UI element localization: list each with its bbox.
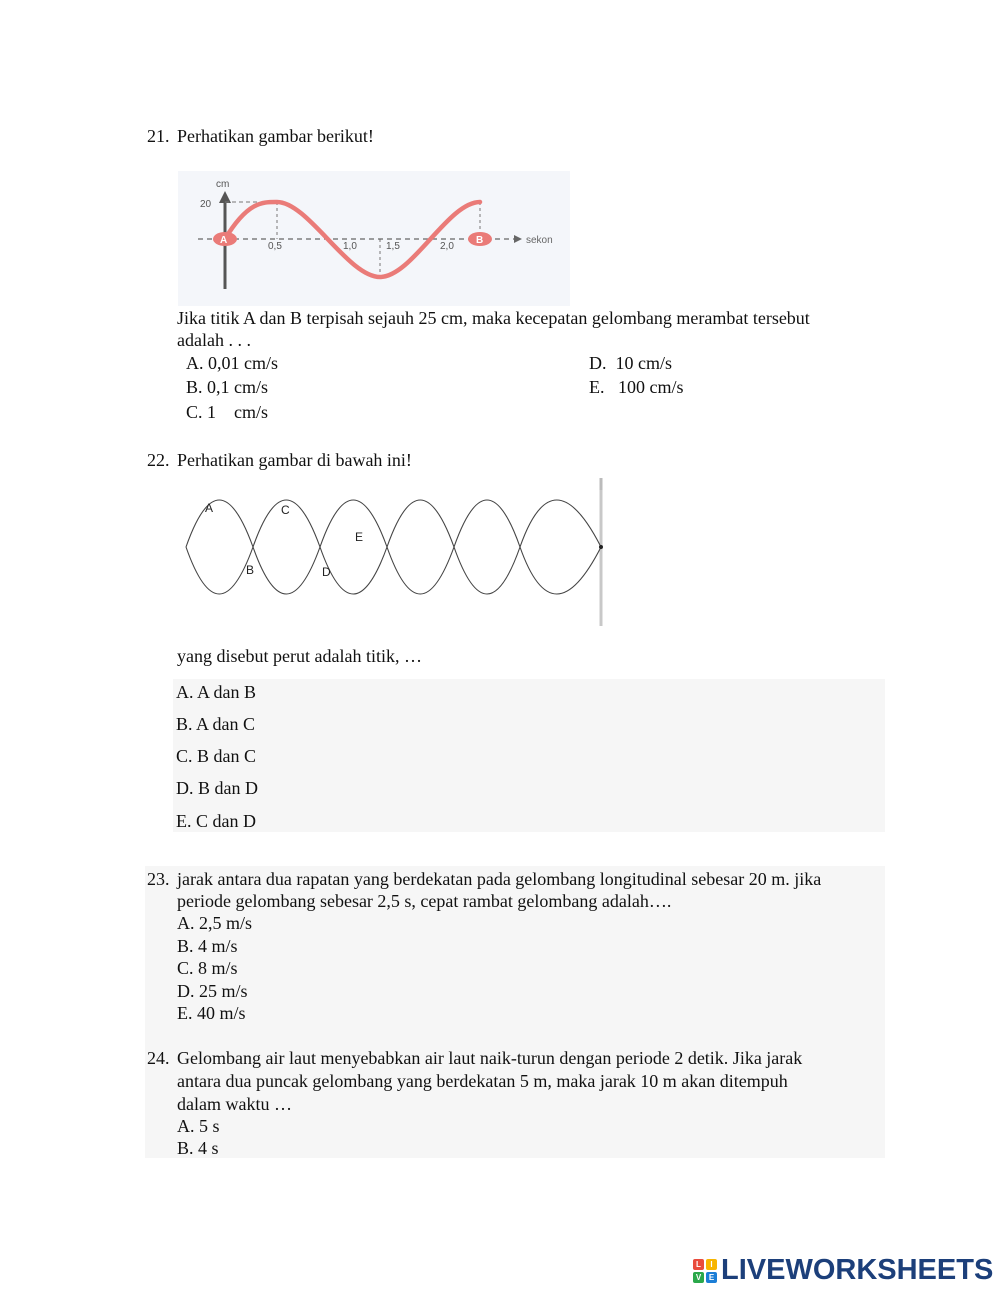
- q24-option-a[interactable]: A. 5 s: [177, 1116, 220, 1136]
- q21-wave-graph: [178, 171, 570, 306]
- q21-option-d[interactable]: D. 10 cm/s: [589, 353, 672, 373]
- q23-line-2: periode gelombang sebesar 2,5 s, cepat rambat gelombang adalah….: [177, 891, 672, 911]
- logo-square-green: V: [693, 1272, 704, 1283]
- q21-prompt: Perhatikan gambar berikut!: [177, 126, 374, 146]
- q23-line-1: jarak antara dua rapatan yang berdekatan pada gelombang longitudinal sebesar 20 m. jika: [177, 869, 822, 889]
- q24-option-b[interactable]: B. 4 s: [177, 1138, 219, 1158]
- q22-options-shade: [173, 679, 885, 832]
- q22-question: yang disebut perut adalah titik, …: [177, 646, 422, 666]
- q21-option-b[interactable]: B. 0,1 cm/s: [186, 377, 269, 397]
- q22-option-a[interactable]: A. A dan B: [176, 682, 257, 702]
- q22-prompt: Perhatikan gambar di bawah ini!: [177, 450, 412, 470]
- q21-tick-0-5: 0,5: [268, 241, 282, 252]
- q21-amplitude-label: 20: [200, 199, 212, 210]
- q21-tick-1-0: 1,0: [343, 241, 357, 252]
- q22-option-d[interactable]: D. B dan D: [176, 778, 258, 798]
- logo-text: LIVEWORKSHEETS: [721, 1254, 994, 1286]
- q22-label-a: A: [205, 501, 214, 515]
- q22-label-c: C: [281, 503, 290, 517]
- q24-number: 24.: [147, 1048, 170, 1068]
- logo-square-yellow: I: [706, 1259, 717, 1270]
- logo-square-blue: E: [706, 1272, 717, 1283]
- q23-option-c[interactable]: C. 8 m/s: [177, 958, 238, 978]
- q21-option-a[interactable]: A. 0,01 cm/s: [186, 353, 278, 373]
- q22-label-e: E: [355, 530, 364, 544]
- q21-option-c[interactable]: C. 1 cm/s: [186, 402, 269, 422]
- q21-question-line-1: Jika titik A dan B terpisah sejauh 25 cm, maka kecepatan gelombang merambat tersebut: [177, 308, 810, 328]
- q21-number: 21.: [147, 126, 170, 146]
- q22-option-c[interactable]: C. B dan C: [176, 746, 257, 766]
- q21-tick-1-5: 1,5: [386, 241, 400, 252]
- q23-option-b[interactable]: B. 4 m/s: [177, 936, 238, 956]
- logo-square-red: L: [693, 1259, 704, 1270]
- q21-point-a: A: [220, 235, 228, 246]
- q21-y-unit: cm: [216, 179, 230, 190]
- q22-standing-wave: [178, 476, 608, 628]
- q23-option-e[interactable]: E. 40 m/s: [177, 1003, 246, 1023]
- q21-option-e[interactable]: E. 100 cm/s: [589, 377, 684, 397]
- q21-tick-2-0: 2,0: [440, 241, 454, 252]
- q22-label-d: D: [322, 565, 331, 579]
- q21-point-b: B: [476, 235, 484, 246]
- liveworksheets-logo: [693, 1254, 993, 1287]
- q21-question-line-2: adalah . . .: [177, 330, 251, 350]
- q24-line-1: Gelombang air laut menyebabkan air laut naik-turun dengan periode 2 detik. Jika jarak: [177, 1048, 803, 1068]
- q22-option-e[interactable]: E. C dan D: [176, 811, 256, 831]
- logo-grid-icon: [693, 1259, 717, 1283]
- q24-line-2: antara dua puncak gelombang yang berdekatan 5 m, maka jarak 10 m akan ditempuh: [177, 1071, 788, 1091]
- q22-number: 22.: [147, 450, 170, 470]
- q23-option-a[interactable]: A. 2,5 m/s: [177, 913, 253, 933]
- q22-label-b: B: [246, 563, 255, 577]
- q23-number: 23.: [147, 869, 170, 889]
- q23-option-d[interactable]: D. 25 m/s: [177, 981, 248, 1001]
- q22-option-b[interactable]: B. A dan C: [176, 714, 256, 734]
- q24-line-3: dalam waktu …: [177, 1094, 292, 1114]
- q21-x-unit: sekon: [526, 235, 553, 246]
